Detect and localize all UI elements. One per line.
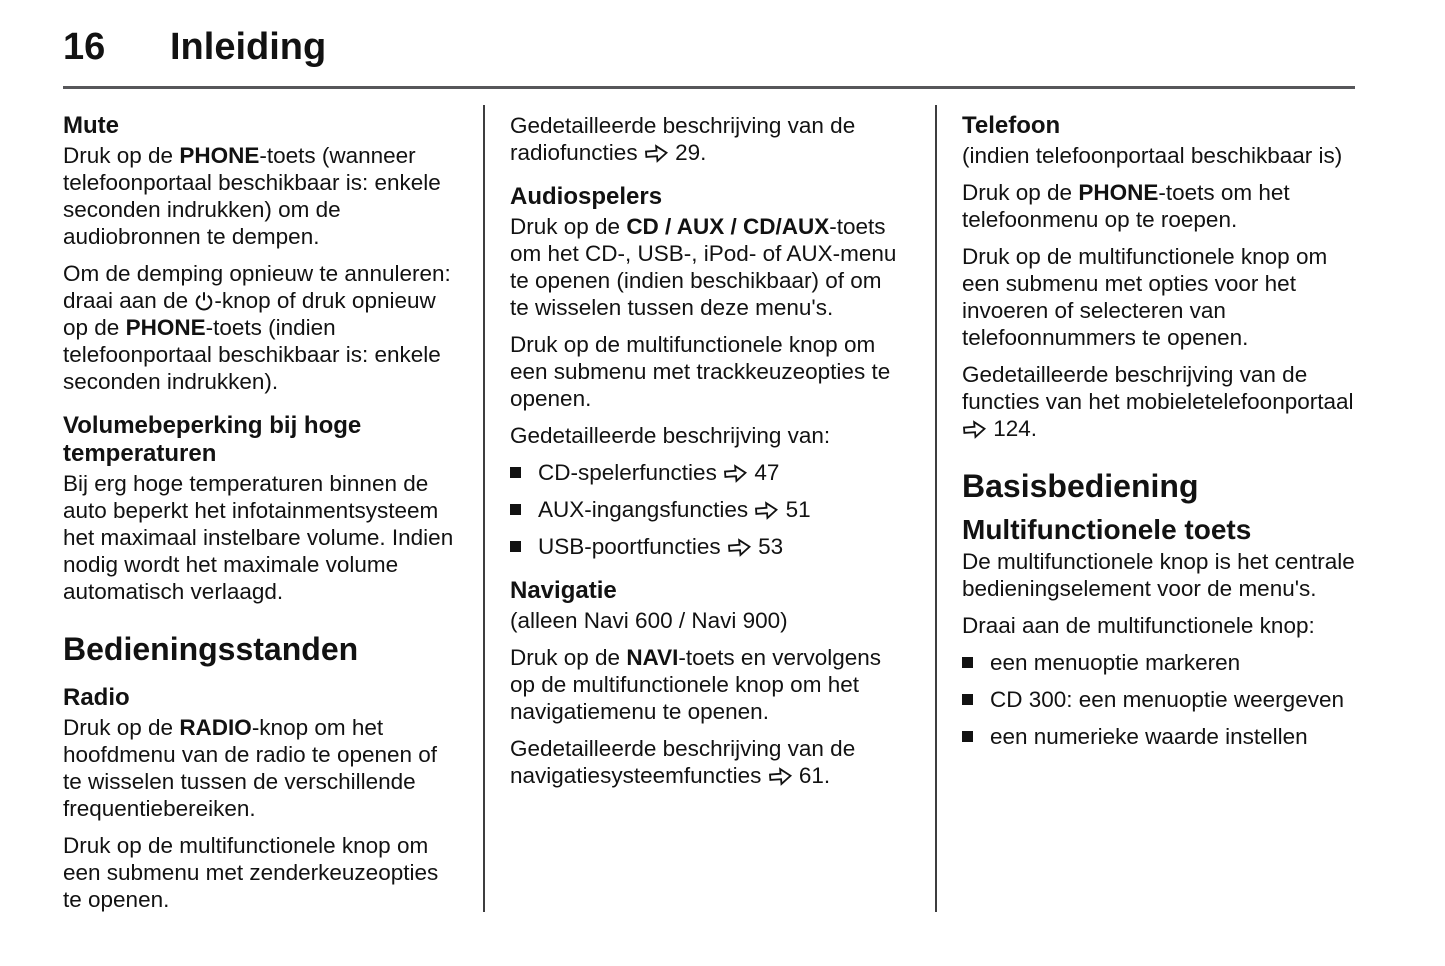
square-bullet-icon xyxy=(510,467,521,478)
bullet-list xyxy=(962,649,1357,750)
text-run: AUX-ingangsfuncties xyxy=(538,497,755,522)
topic-heading xyxy=(510,183,905,211)
page-number: 16 xyxy=(63,26,106,68)
cross-reference-arrow-icon xyxy=(962,415,987,442)
paragraph xyxy=(63,832,456,913)
text-run: CD 300: een menuoptie weergeven xyxy=(990,687,1344,712)
paragraph xyxy=(962,548,1357,602)
section-heading xyxy=(63,631,456,667)
text-run: -toets en vervolgens op de multifunctionele knop om het navigatiemenu te openen. xyxy=(510,645,882,724)
topic-heading xyxy=(63,112,456,140)
bullet-item xyxy=(962,723,1357,750)
bullet-item-text xyxy=(538,497,811,522)
paragraph xyxy=(962,243,1357,351)
text-run: Druk op de multifunctionele knop om een submenu met trackkeuzeopties te openen. xyxy=(510,332,891,411)
text-run: Gedetailleerde beschrijving van de radiofuncties xyxy=(510,113,856,165)
bullet-item-text xyxy=(990,650,1240,675)
paragraph xyxy=(510,422,905,449)
topic-heading xyxy=(962,112,1357,140)
text-run: Druk op de multifunctionele knop om een submenu met opties voor het invoeren of selecteren van telefoonnummers te openen. xyxy=(962,244,1328,350)
cross-reference-arrow-icon xyxy=(644,139,669,166)
paragraph xyxy=(63,714,456,822)
section-heading xyxy=(962,468,1357,504)
paragraph xyxy=(63,260,456,395)
text-run: Mute xyxy=(63,112,119,139)
cross-reference-arrow-icon xyxy=(754,496,779,523)
bullet-item xyxy=(962,649,1357,676)
key-name: PHONE xyxy=(179,143,260,168)
subsection-heading xyxy=(962,514,1357,546)
chapter-title: Inleiding xyxy=(170,26,327,68)
text-run: CD-spelerfuncties xyxy=(538,460,724,485)
text-run: -toets om het telefoonmenu op te roepen. xyxy=(962,180,1290,232)
cross-reference-arrow-icon xyxy=(768,762,793,789)
text-run: Druk op de xyxy=(63,143,180,168)
text-run: 29. xyxy=(668,140,707,165)
text-run: Basisbediening xyxy=(962,468,1199,504)
text-run: Draai aan de multifunctionele knop: xyxy=(962,613,1315,638)
text-run: Bedieningsstanden xyxy=(63,631,359,667)
column-3 xyxy=(962,105,1357,913)
square-bullet-icon xyxy=(962,694,973,705)
key-name: CD / AUX / CD/AUX xyxy=(626,214,830,239)
text-run: Multifunctionele toets xyxy=(962,514,1252,545)
paragraph xyxy=(962,361,1357,442)
key-name: PHONE xyxy=(125,315,206,340)
cross-reference-arrow-icon xyxy=(727,533,752,560)
bullet-item xyxy=(510,459,905,486)
paragraph xyxy=(63,142,456,250)
bullet-item xyxy=(510,496,905,523)
heading-qualifier xyxy=(510,607,905,634)
column-divider xyxy=(935,105,937,912)
text-run: Gedetailleerde beschrijving van de navigatiesysteemfuncties xyxy=(510,736,856,788)
text-run: 47 xyxy=(748,460,780,485)
square-bullet-icon xyxy=(962,657,973,668)
square-bullet-icon xyxy=(962,731,973,742)
text-run: -toets om het CD-, USB-, iPod- of AUX-menu te openen (indien beschikbaar) of om te wisselen tussen deze menu's. xyxy=(510,214,897,320)
power-knob-icon xyxy=(194,287,214,314)
bullet-list xyxy=(510,459,905,560)
text-run: -knop of druk opnieuw op de xyxy=(63,288,436,340)
topic-heading xyxy=(510,577,905,605)
text-run: een menuoptie markeren xyxy=(990,650,1241,675)
column-1 xyxy=(63,105,456,913)
topic-heading xyxy=(63,684,456,712)
column-divider xyxy=(483,105,485,912)
content-columns xyxy=(63,105,1357,913)
bullet-item-text xyxy=(990,687,1344,712)
text-run: een numerieke waarde instellen xyxy=(990,724,1308,749)
paragraph xyxy=(510,644,905,725)
text-run: Druk op de xyxy=(962,180,1079,205)
text-run: (indien telefoonportaal beschikbaar is) xyxy=(962,143,1343,168)
text-run: Audiospelers xyxy=(510,183,663,210)
bullet-item xyxy=(962,686,1357,713)
text-run: 51 xyxy=(779,497,811,522)
header-rule xyxy=(63,86,1355,89)
text-run: Gedetailleerde beschrijving van: xyxy=(510,423,831,448)
text-run: 124. xyxy=(987,416,1038,441)
text-run: De multifunctionele knop is het centrale bedieningselement voor de menu's. xyxy=(962,549,1355,601)
text-run: USB-poortfuncties xyxy=(538,534,727,559)
paragraph xyxy=(510,213,905,321)
text-run: Druk op de xyxy=(510,645,627,670)
bullet-item-text xyxy=(538,534,783,559)
text-run: Radio xyxy=(63,684,130,711)
paragraph xyxy=(962,612,1357,639)
text-run: Druk op de multifunctionele knop om een submenu met zenderkeuzeopties te openen. xyxy=(63,833,439,912)
paragraph xyxy=(510,112,905,166)
key-name: PHONE xyxy=(1078,180,1159,205)
paragraph xyxy=(510,331,905,412)
text-run: -knop om het hoofdmenu van de radio te openen of te wisselen tussen de verschillende frequentiebereiken. xyxy=(63,715,438,821)
paragraph xyxy=(510,735,905,789)
text-run: Navigatie xyxy=(510,577,617,604)
key-name: RADIO xyxy=(179,715,252,740)
page-header xyxy=(63,26,1357,72)
text-run: Druk op de xyxy=(510,214,627,239)
bullet-item-text xyxy=(538,460,779,485)
paragraph xyxy=(962,179,1357,233)
text-run: Telefoon xyxy=(962,112,1061,139)
square-bullet-icon xyxy=(510,541,521,552)
cross-reference-arrow-icon xyxy=(723,459,748,486)
text-run: Om de demping opnieuw te annuleren: draai aan de xyxy=(63,261,451,313)
square-bullet-icon xyxy=(510,504,521,515)
text-run: 61. xyxy=(792,763,831,788)
topic-heading xyxy=(63,412,456,468)
heading-qualifier xyxy=(962,142,1357,169)
key-name: NAVI xyxy=(626,645,679,670)
text-run: -toets (indien telefoonportaal beschikbaar is: enkele seconden indrukken). xyxy=(63,315,441,394)
text-run: Druk op de xyxy=(63,715,180,740)
text-run: 53 xyxy=(751,534,784,559)
bullet-item-text xyxy=(990,724,1308,749)
text-run: Volumebeperking bij hoge temperaturen xyxy=(63,412,362,467)
bullet-item xyxy=(510,533,905,560)
paragraph xyxy=(63,470,456,605)
text-run: Gedetailleerde beschrijving van de functies van het mobieletelefoonportaal xyxy=(962,362,1354,414)
column-2 xyxy=(510,105,905,913)
text-run: (alleen Navi 600 / Navi 900) xyxy=(510,608,788,633)
text-run: Bij erg hoge temperaturen binnen de auto beperkt het infotainmentsysteem het maximaal instelbare volume. Indien nodig wordt het maximale volume automatisch verlaagd. xyxy=(63,471,454,604)
text-run: -toets (wanneer telefoonportaal beschikbaar is: enkele seconden indrukken) om de audiobronnen te dempen. xyxy=(63,143,441,249)
